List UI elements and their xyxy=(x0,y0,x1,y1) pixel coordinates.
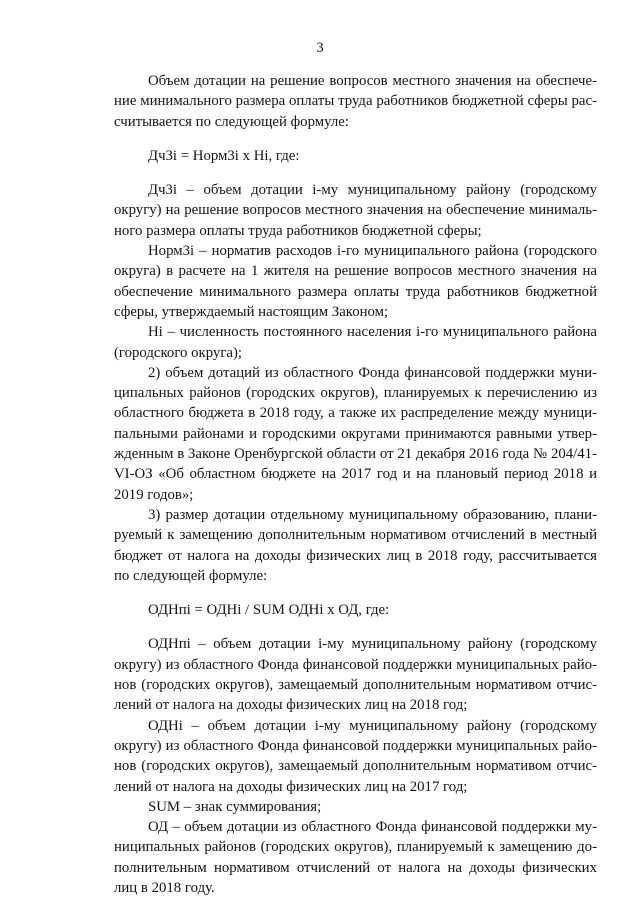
paragraph-item-3: 3) размер дотации отдельному муниципальному образованию, планируемый к замещению дополнительным нормативом отчислений в местный бюджет от налога на доходы физических лиц в 2018 году, рассчитывается по следующей формуле: xyxy=(114,506,597,584)
definition-hi: Hi – численность постоянного населения i-го муниципального района (городского округа); xyxy=(114,324,597,361)
paragraph-item-2: 2) объем дотаций из областного Фонда финансовой поддержки муниципальных районов (городских округов), планируемых к перечислению из областного бюджета в 2018 году, а также их распределение между муниципальными районами и городскими округами принимаются равными утвержденным в Законе Оренбургской области от 21 декабря 2016 года № 204/41-VI-ОЗ «Об областном бюджете на 2017 год и на плановый период 2018 и 2019 годов»; xyxy=(114,364,597,503)
definition-od: ОД – объем дотации из областного Фонда финансовой поддержки муниципальных районов (городских округов), планируемый к замещению дополнительным нормативом отчислений от налога на доходы физических лиц в 2018 году. xyxy=(114,819,597,896)
definition-norm3i: Норм3i – норматив расходов i-го муниципального района (городского округа) в расчете на 1 жителя на решение вопросов местного значения на обеспечение минимального размера оплаты труда работников бюджетной сферы, утверждаемый настоящим Законом; xyxy=(114,243,597,320)
page-number: 3 xyxy=(316,40,324,56)
definition-odni: ОДНi – объем дотации i-му муниципальному району (городскому округу) из областного Фонда финансовой поддержки муниципальных районов (городских округов), замещаемый дополнительным нормативом отчислений от налога на доходы физических лиц на 2017 год; xyxy=(114,717,597,795)
definition-dch3i: Дч3i – объем дотации i-му муниципальному району (городскому округу) на решение вопросов местного значения на обеспечение минимального размера оплаты труда работников бюджетной сферы; xyxy=(114,182,597,239)
paragraph-intro: Объем дотации на решение вопросов местного значения на обеспечение минимального размера оплаты труда работников бюджетной сферы рассчитывается по следующей формуле: xyxy=(114,73,597,130)
definition-sum: SUM – знак суммирования; xyxy=(148,798,322,815)
definition-odnpi: ОДНпi – объем дотации i-му муниципальному району (городскому округу) из областного Фонда финансовой поддержки муниципальных районов (городских округов), замещаемый дополнительным нормативом отчислений от налога на доходы физических лиц на 2018 год; xyxy=(114,636,597,714)
formula-dch3i: Дч3i = Норм3i х Hi, где: xyxy=(148,147,300,164)
document-body xyxy=(114,71,597,898)
formula-odnpi: ОДНпi = ОДНi / SUM ОДНi х ОД, где: xyxy=(148,602,390,619)
